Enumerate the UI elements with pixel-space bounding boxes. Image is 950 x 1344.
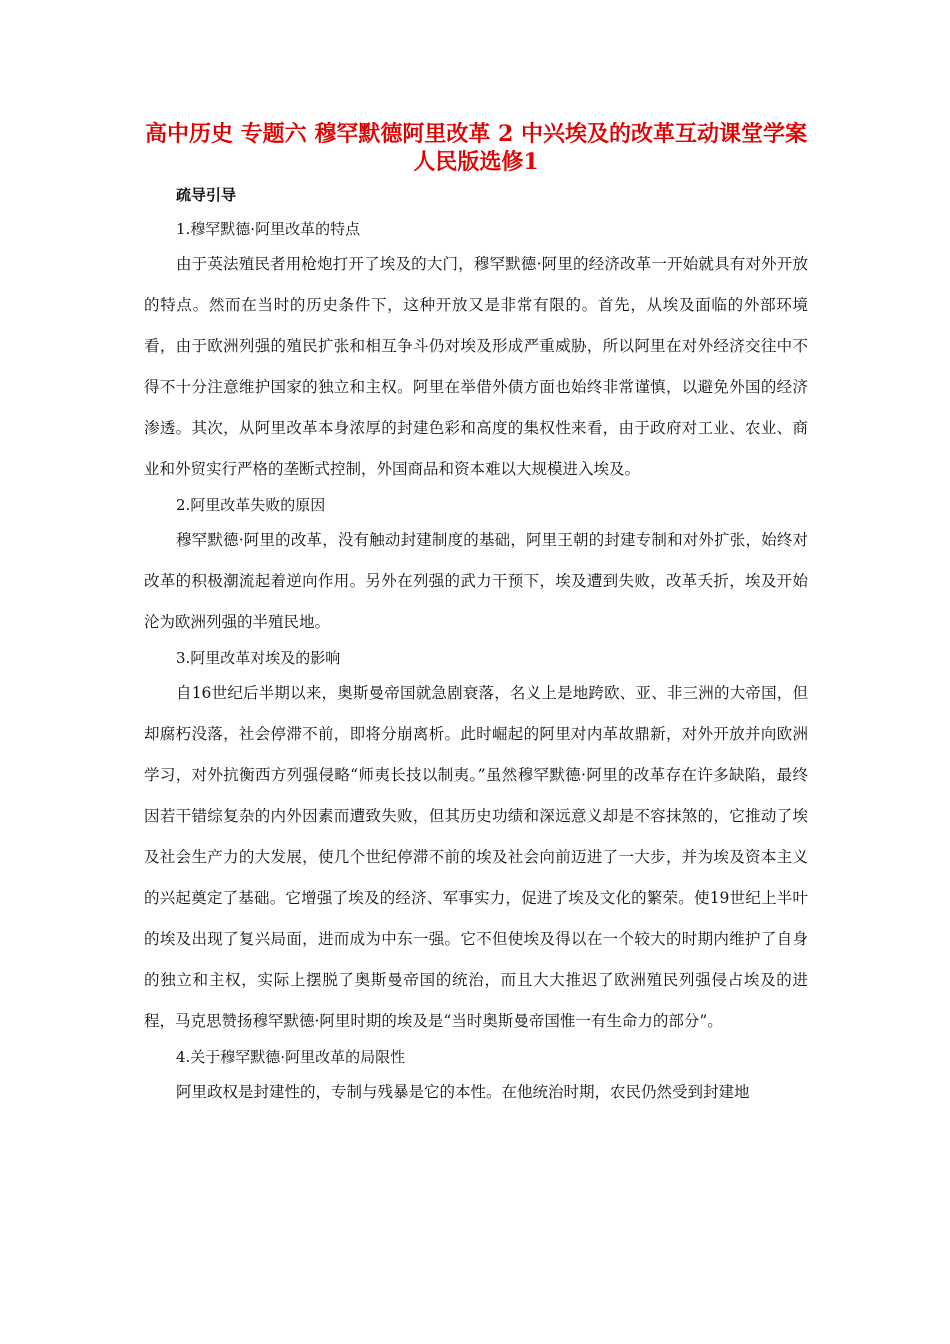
section-4-paragraph: 阿里政权是封建性的，专制与残暴是它的本性。在他统治时期，农民仍然受到封建地	[176, 1083, 750, 1101]
section-1	[144, 218, 808, 490]
section-1-heading: 1.穆罕默德·阿里改革的特点	[176, 220, 361, 238]
section-3-paragraph: 自16世纪后半期以来，奥斯曼帝国就急剧衰落，名义上是地跨欧、亚、非三洲的大帝国，但却腐朽没落，社会停滞不前，即将分崩离析。此时崛起的阿里对内革故鼎新，对外开放并向欧洲学习，对外抗衡西方列强侵略“师夷长技以制夷。”虽然穆罕默德·阿里的改革存在许多缺陷，最终因若干错综复杂的内外因素而遭致失败，但其历史功绩和深远意义却是不容抹煞的，它推动了埃及社会生产力的大发展，使几个世纪停滞不前的埃及社会向前迈进了一大步，并为埃及资本主义的兴起奠定了基础。它增强了埃及的经济、军事实力，促进了埃及文化的繁荣。使19世纪上半叶的埃及出现了复兴局面，进而成为中东一强。它不但使埃及得以在一个较大的时期内维护了自身的独立和主权，实际上摆脱了奥斯曼帝国的统治，而且大大推迟了欧洲殖民列强侵占埃及的进程，马克思赞扬穆罕默德·阿里时期的埃及是“当时奥斯曼帝国惟一有生命力的部分”。	[144, 684, 808, 1030]
section-4-heading: 4.关于穆罕默德·阿里改革的局限性	[176, 1048, 406, 1066]
section-heading: 疏导引导	[176, 186, 237, 204]
section-2-paragraph: 穆罕默德·阿里的改革，没有触动封建制度的基础，阿里王朝的封建专制和对外扩张，始终对改革的积极潮流起着逆向作用。另外在列强的武力干预下，埃及遭到失败，改革夭折，埃及开始沦为欧洲列强的半殖民地。	[144, 531, 808, 631]
section-1-paragraph: 由于英法殖民者用枪炮打开了埃及的大门，穆罕默德·阿里的经济改革一开始就具有对外开放的特点。然而在当时的历史条件下，这种开放又是非常有限的。首先，从埃及面临的外部环境看，由于欧洲列强的殖民扩张和相互争斗仍对埃及形成严重威胁，所以阿里在对外经济交往中不得不十分注意维护国家的独立和主权。阿里在举借外债方面也始终非常谨慎，以避免外国的经济渗透。其次，从阿里改革本身浓厚的封建色彩和高度的集权性来看，由于政府对工业、农业、商业和外贸实行严格的垄断式控制，外国商品和资本难以大规模进入埃及。	[144, 255, 808, 478]
section-3-heading: 3.阿里改革对埃及的影响	[176, 649, 341, 667]
section-2	[144, 494, 808, 643]
document-title: 高中历史 专题六 穆罕默德阿里改革 2 中兴埃及的改革互动课堂学案 人民版选修1	[145, 121, 807, 175]
section-2-heading: 2.阿里改革失败的原因	[176, 496, 326, 514]
section-3	[144, 647, 808, 1042]
section-4	[144, 1046, 808, 1113]
